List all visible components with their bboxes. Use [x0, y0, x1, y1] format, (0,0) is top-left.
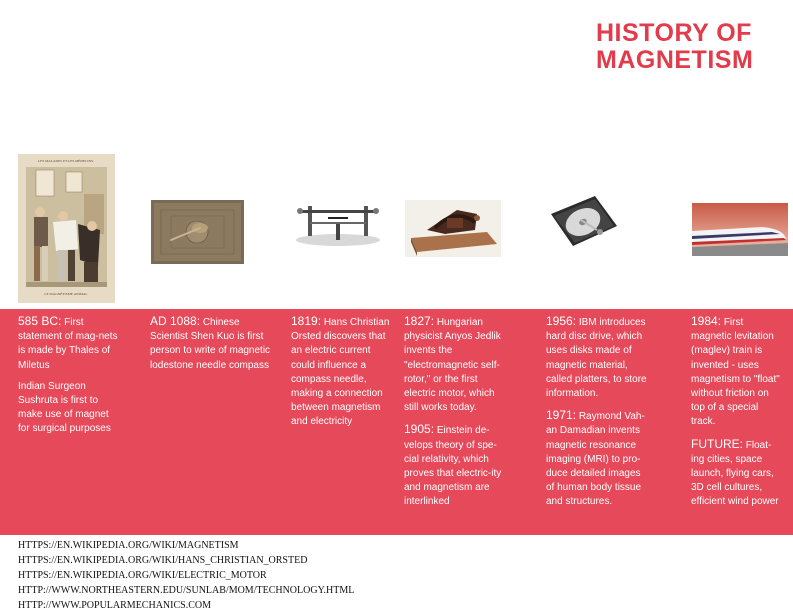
timeline-text: Chinese Scientist Shen Kuo is first person to write of magnetic lodestone needle compass	[150, 317, 271, 371]
reference-link[interactable]: HTTP://WWW.NORTHEASTERN.EDU/SUNLAB/MOM/TECHNOLOGY.HTML	[18, 585, 355, 596]
title-line-2: MAGNETISM	[596, 46, 754, 74]
hard-disk-drive-image	[545, 192, 622, 251]
timeline-entry	[691, 437, 781, 510]
timeline-column-4	[404, 314, 504, 517]
lodestone-compass-image	[151, 200, 244, 264]
timeline-text: IBM introduces hard disc drive, which uses disks made of magnetic material, called platters, to store information.	[546, 317, 647, 400]
timeline-entry	[691, 314, 781, 430]
references-list	[18, 538, 354, 613]
title-line-1: HISTORY OF	[596, 19, 752, 47]
reference-link[interactable]: HTTP://WWW.POPULARMECHANICS.COM	[18, 600, 211, 611]
reference-link[interactable]: HTTPS://EN.WIKIPEDIA.ORG/WIKI/MAGNETISM	[18, 540, 239, 551]
timeline-year: 1819:	[291, 314, 322, 328]
reference-link[interactable]: HTTPS://EN.WIKIPEDIA.ORG/WIKI/ELECTRIC_MOTOR	[18, 570, 267, 581]
reference-link[interactable]: HTTPS://EN.WIKIPEDIA.ORG/WIKI/HANS_CHRISTIAN_ORSTED	[18, 555, 308, 566]
timeline-year: 1984:	[691, 314, 722, 328]
timeline-year: 1956:	[546, 314, 577, 328]
timeline-entry	[404, 422, 504, 509]
timeline-entry	[18, 380, 118, 437]
maglev-train-image	[692, 203, 788, 256]
timeline-entry	[546, 408, 650, 509]
timeline-text: Hungarian physicist Anyos Jedlik invents the "electromagnetic self-rotor," or the first electric motor, which still works today.	[404, 317, 501, 414]
timeline-column-2	[150, 314, 274, 380]
timeline-text: First magnetic levitation (maglev) train is invented - uses magnetism to "float" without friction on top of a special track.	[691, 317, 780, 428]
timeline-entry	[150, 314, 274, 373]
timeline-text: Float-ing cities, space launch, flying cars, 3D cell cultures, efficient wind power	[691, 439, 779, 508]
timeline-column-5	[546, 314, 650, 517]
timeline-text: Einstein de-velops theory of spe-cial relativity, which proves that electric-ity and magnetism are interlinked	[404, 425, 502, 508]
timeline-band	[0, 309, 793, 535]
timeline-text: Indian Surgeon Sushruta is first to make use of magnet for surgical purposes	[18, 380, 111, 435]
poster-caption-top: LES MALADES ET LES MÉDECINS.	[38, 159, 94, 163]
timeline-year: FUTURE:	[691, 436, 743, 451]
page-title	[596, 20, 753, 74]
poster-caption-bottom: LE MAGNÉTISME ANIMAL	[44, 292, 88, 296]
timeline-column-3	[291, 314, 395, 437]
electric-motor-image	[405, 200, 501, 257]
timeline-text: First statement of mag-nets is made by Thales of Miletus	[18, 317, 118, 371]
oersted-apparatus-image	[290, 196, 386, 250]
timeline-entry	[291, 314, 395, 430]
timeline-entry	[546, 314, 650, 401]
timeline-year: 1905:	[404, 422, 435, 437]
timeline-text: Raymond Vah-an Damadian invents magnetic resonance imaging (MRI) to pro-duce detailed images of human body tissue and structures.	[546, 411, 645, 508]
timeline-text: Hans Christian Orsted discovers that an electric current could influence a compass needle, making a connection between magnetism and electricity	[291, 317, 390, 428]
timeline-year: 1827:	[404, 314, 435, 328]
timeline-column-6	[691, 314, 781, 517]
timeline-year: 585 BC:	[18, 314, 62, 328]
timeline-year: 1971:	[546, 408, 577, 423]
vintage-magnetism-poster-image	[18, 154, 115, 303]
timeline-column-1	[18, 314, 118, 444]
timeline-year: AD 1088:	[150, 314, 201, 328]
timeline-entry	[404, 314, 504, 415]
timeline-entry	[18, 314, 118, 373]
